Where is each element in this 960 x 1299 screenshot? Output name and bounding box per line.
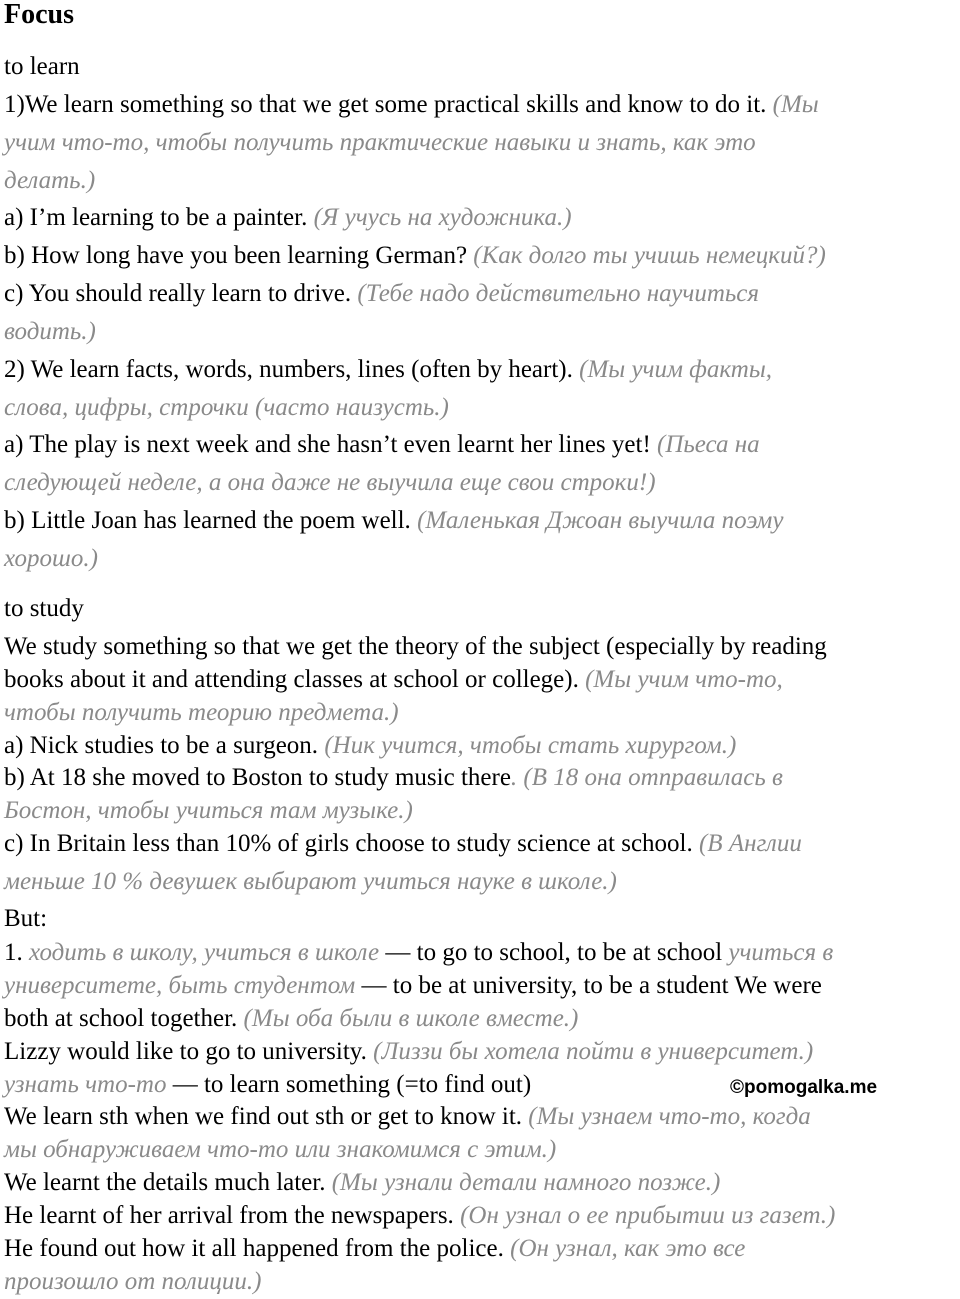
text-line <box>4 128 756 158</box>
russian-translation: (Мы узнали детали намного позже.) <box>331 1169 721 1196</box>
text-line <box>4 544 98 574</box>
text-line <box>4 698 399 728</box>
text-line <box>4 1037 813 1067</box>
text-line <box>4 904 47 934</box>
russian-translation: (Мы учим факты, <box>579 356 773 383</box>
english-text: to learn <box>4 53 80 80</box>
russian-translation: (Пьеса на <box>657 431 760 458</box>
russian-translation: мы обнаруживаем что-то или знакомимся с этим.) <box>4 1136 557 1163</box>
russian-translation: чтобы получить теорию предмета.) <box>4 699 399 726</box>
text-line <box>4 1004 578 1034</box>
english-text: Lizzy would like to go to university. <box>4 1038 374 1065</box>
english-text: books about it and attending classes at school or college). <box>4 666 586 693</box>
text-line <box>4 829 802 859</box>
text-line <box>4 1267 261 1297</box>
english-text: to study <box>4 595 84 622</box>
text-line <box>4 632 827 662</box>
english-text: a) Nick studies to be a surgeon. <box>4 732 325 759</box>
russian-translation: произошло от полиции.) <box>4 1268 262 1295</box>
russian-translation: (Я учусь на художника.) <box>313 204 572 231</box>
russian-translation: хорошо.) <box>4 545 98 572</box>
text-line <box>4 52 80 82</box>
text-line <box>4 1201 835 1231</box>
russian-translation: делать.) <box>4 167 96 194</box>
english-text: 1. <box>4 939 29 966</box>
text-line <box>4 867 617 897</box>
text-line <box>4 1070 531 1100</box>
english-text: We learnt the details much later. <box>4 1169 332 1196</box>
english-text: — to learn something (=to find out) <box>166 1071 532 1098</box>
text-line <box>4 90 819 120</box>
russian-translation: учим что-то, чтобы получить практические навыки и знать, как это <box>4 129 756 156</box>
text-line <box>4 796 413 826</box>
english-text: We study something so that we get the theory of the subject (especially by reading <box>4 633 827 660</box>
text-line <box>4 763 783 793</box>
text-line <box>4 665 783 695</box>
russian-translation: (В Англии <box>698 830 802 857</box>
text-line <box>4 938 833 968</box>
english-text: b) How long have you been learning German? <box>4 242 474 269</box>
english-text: c) You should really learn to drive. <box>4 280 358 307</box>
russian-translation: (Мы узнаем что-то, когда <box>528 1103 811 1130</box>
russian-translation: (Он узнал, как это все <box>510 1235 746 1262</box>
russian-translation: университете, быть студентом <box>4 972 356 999</box>
text-line <box>4 731 736 761</box>
text-line <box>4 430 760 460</box>
text-line <box>4 393 449 423</box>
russian-translation: (Он узнал о ее прибытии из газет.) <box>460 1202 836 1229</box>
text-line <box>4 203 572 233</box>
russian-translation: (Мы оба были в школе вместе.) <box>243 1005 579 1032</box>
text-line <box>4 166 95 196</box>
english-text: b) Little Joan has learned the poem well. <box>4 507 418 534</box>
english-text: b) At 18 she moved to Boston to study music there <box>4 764 511 791</box>
english-text: both at school together. <box>4 1005 244 1032</box>
english-text: He found out how it all happened from the police. <box>4 1235 511 1262</box>
russian-translation: (Ник учится, чтобы стать хирургом.) <box>324 732 737 759</box>
english-text: 2) We learn facts, words, numbers, lines (often by heart). <box>4 356 580 383</box>
text-line <box>4 317 96 347</box>
english-text: — to be at university, to be a student We were <box>355 972 822 999</box>
russian-translation: следующей неделе, а она даже не выучила еще свои строки!) <box>4 469 656 496</box>
russian-translation: (Как долго ты учишь немецкий?) <box>473 242 826 269</box>
russian-translation: слова, цифры, строчки (часто наизусть.) <box>4 394 449 421</box>
english-text: But: <box>4 905 48 932</box>
text-line <box>4 1234 745 1264</box>
russian-translation: (Мы учим что-то, <box>585 666 783 693</box>
russian-translation: Бостон, чтобы учиться там музыке.) <box>4 797 413 824</box>
text-line <box>4 971 822 1001</box>
text-line <box>4 241 826 271</box>
english-text: a) The play is next week and she hasn’t even learnt her lines yet! <box>4 431 658 458</box>
english-text: c) In Britain less than 10% of girls choose to study science at school. <box>4 830 699 857</box>
russian-translation: учиться в <box>728 939 834 966</box>
english-text: — to go to school, to be at school <box>379 939 729 966</box>
russian-translation: . (В 18 она отправилась в <box>510 764 783 791</box>
text-line <box>4 1135 556 1165</box>
russian-translation: меньше 10 % девушек выбирают учиться науке в школе.) <box>4 868 617 895</box>
russian-translation: водить.) <box>4 318 96 345</box>
english-text: a) I’m learning to be a painter. <box>4 204 314 231</box>
text-line <box>4 1102 811 1132</box>
text-line <box>4 1168 720 1198</box>
russian-translation: ходить в школу, учиться в школе <box>29 939 380 966</box>
russian-translation: (Тебе надо действительно научиться <box>357 280 759 307</box>
text-line <box>4 594 84 624</box>
russian-translation: узнать что-то <box>4 1071 167 1098</box>
text-line <box>4 468 656 498</box>
russian-translation: (Мы <box>772 91 819 118</box>
english-text: 1)We learn something so that we get some practical skills and know to do it. <box>4 91 773 118</box>
russian-translation: (Лиззи бы хотела пойти в университет.) <box>373 1038 814 1065</box>
english-text: He learnt of her arrival from the newspapers. <box>4 1202 461 1229</box>
text-line <box>4 506 783 536</box>
english-text: We learn sth when we find out sth or get to know it. <box>4 1103 529 1130</box>
page-title: Focus <box>4 0 74 30</box>
watermark: ©pomogalka.me <box>730 1077 878 1098</box>
russian-translation: (Маленькая Джоан выучила поэму <box>417 507 784 534</box>
text-line <box>4 355 772 385</box>
text-line <box>4 279 759 309</box>
